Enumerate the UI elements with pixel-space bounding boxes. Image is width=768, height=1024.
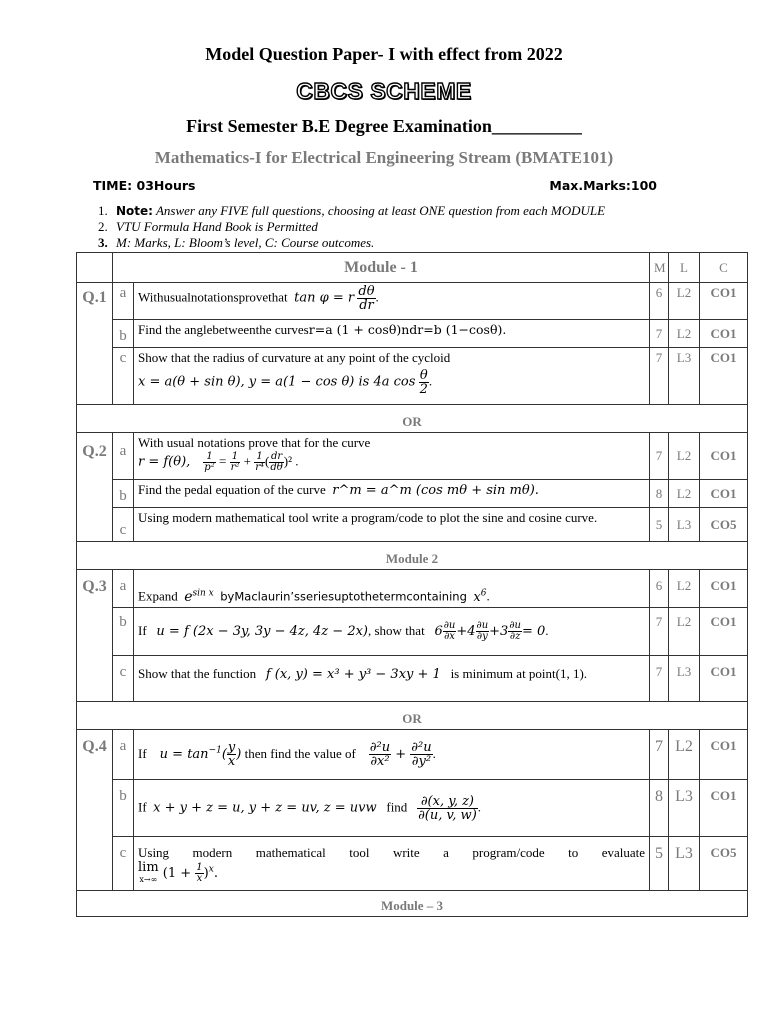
module-3-heading: Module – 3 (77, 891, 748, 917)
table-row (77, 656, 748, 702)
sub-label: b (113, 480, 134, 508)
question-number: Q.1 (77, 283, 113, 405)
course-outcome: CO5 (700, 837, 748, 891)
table-row (77, 405, 748, 433)
course-outcome: CO5 (700, 508, 748, 542)
blooms-level: L3 (669, 348, 700, 405)
blooms-level: L3 (669, 508, 700, 542)
marks: 5 (650, 837, 669, 891)
sub-label: b (113, 780, 134, 837)
question-text: If x + y + z = u, y + z = uv, z = uvw find $\frac{\partial(x, y, z)}{\partial(u, v, w)}$ . (134, 780, 650, 837)
sub-label: c (113, 508, 134, 542)
course-outcome: CO1 (700, 480, 748, 508)
note-1: 1. Note: Answer any FIVE full questions, choosing at least ONE question from each MODULE (98, 203, 606, 218)
marks: 8 (650, 480, 669, 508)
question-number: Q.2 (77, 433, 113, 542)
marks: 6 (650, 283, 669, 320)
subject-title: Mathematics-I for Electrical Engineering Stream (BMATE101) (154, 148, 614, 167)
col-header-l: L (669, 253, 700, 283)
question-text: If u = f (2x − 3y, 3y − 4z, 4z − 2x), show that 6 $\frac{\partial u}{\partial x}$ +4 $\frac{\partial u}{\partial y}$ +3 $\frac{\partial u}{\partial z}$ = 0. (134, 608, 650, 656)
blooms-level: L2 (669, 730, 700, 780)
sub-label: a (113, 730, 134, 780)
sub-label: a (113, 283, 134, 320)
questions-table (76, 252, 748, 917)
module-2-heading: Module 2 (77, 542, 748, 570)
table-row (77, 320, 748, 348)
sub-label: c (113, 837, 134, 891)
table-row (77, 570, 748, 608)
question-text: Show that the function f (x, y) = x³ + y³ − 3xy + 1 is minimum at point(1, 1). (134, 656, 650, 702)
question-number: Q.3 (77, 570, 113, 702)
blooms-level: L2 (669, 480, 700, 508)
note-3: 3. M: Marks, L: Bloom’s level, C: Course outcomes. (98, 235, 375, 250)
marks: 8 (650, 780, 669, 837)
question-text: Using modern mathematical tool write a program/code to evaluate lim x→∞ (1 + $\frac{1}{x}$ )$^x$. (134, 837, 650, 891)
marks: 7 (650, 320, 669, 348)
paper-title: Model Question Paper- I with effect from 2022 (205, 44, 563, 64)
sub-label: b (113, 320, 134, 348)
question-text: Expand $e^{sin x}$ byMaclaurin’sseriesuptothetermcontaining $x^6$. (134, 570, 650, 608)
marks: 7 (650, 433, 669, 480)
question-text: Show that the radius of curvature at any point of the cycloid x = a(θ + sin θ), y = a(1 − cos θ) is 4a cos $\frac{\theta}{2}$ . (134, 348, 650, 405)
exam-title: First Semester B.E Degree Examination__________ (186, 116, 582, 136)
table-row (77, 433, 748, 480)
table-row (77, 542, 748, 570)
sub-label: a (113, 570, 134, 608)
question-text: Withusualnotationsprovethat tan φ = r $\frac{d\theta}{dr}$ . (134, 283, 650, 320)
col-header-c: C (700, 253, 748, 283)
table-row (77, 283, 748, 320)
col-header-m: M (650, 253, 669, 283)
sub-label: b (113, 608, 134, 656)
table-row (77, 508, 748, 542)
table-row (77, 253, 748, 283)
blooms-level: L3 (669, 837, 700, 891)
module-1-heading: Module - 1 (113, 253, 650, 283)
table-row (77, 702, 748, 730)
course-outcome: CO1 (700, 348, 748, 405)
blooms-level: L2 (669, 283, 700, 320)
course-outcome: CO1 (700, 320, 748, 348)
time-label: TIME: 03Hours (93, 178, 196, 193)
sub-label: c (113, 656, 134, 702)
blooms-level: L2 (669, 570, 700, 608)
course-outcome: CO1 (700, 433, 748, 480)
or-separator: OR (77, 702, 748, 730)
marks: 5 (650, 508, 669, 542)
blooms-level: L3 (669, 780, 700, 837)
table-row (77, 480, 748, 508)
or-separator: OR (77, 405, 748, 433)
question-text: Find the pedal equation of the curve r^m = a^m (cos mθ + sin mθ). (134, 480, 650, 508)
question-text: Find the anglebetweenthe curvesr=a (1 + cosθ)ndr=b (1−cosθ). (134, 320, 650, 348)
table-row (77, 608, 748, 656)
table-row (77, 891, 748, 917)
marks: 7 (650, 348, 669, 405)
question-text: Using modern mathematical tool write a program/code to plot the sine and cosine curve. (134, 508, 650, 542)
note-2: 2. VTU Formula Hand Book is Permitted (98, 219, 318, 234)
table-row (77, 348, 748, 405)
marks: 6 (650, 570, 669, 608)
table-row (77, 837, 748, 891)
sub-label: a (113, 433, 134, 480)
course-outcome: CO1 (700, 570, 748, 608)
sub-label: c (113, 348, 134, 405)
blooms-level: L2 (669, 433, 700, 480)
question-text: With usual notations prove that for the curve r = f(θ), $\frac{1}{\text{p²}}$ = $\frac{1}{\text{r²}}$ + $\frac{1}{\text{r⁴}}$ ( $\frac{dr}{d\theta}$ )² . (134, 433, 650, 480)
blooms-level: L2 (669, 320, 700, 348)
table-row (77, 730, 748, 780)
course-outcome: CO1 (700, 608, 748, 656)
marks: 7 (650, 656, 669, 702)
blooms-level: L3 (669, 656, 700, 702)
question-text: If $u = \tan^{-1}$( $\frac{y}{x}$ ) then find the value of $\frac{\text{∂²u}}{\text{∂x²}}$ + $\frac{\text{∂²u}}{\text{∂y²}}$ . (134, 730, 650, 780)
scheme-banner: CBCS SCHEME (296, 78, 472, 104)
course-outcome: CO1 (700, 780, 748, 837)
course-outcome: CO1 (700, 730, 748, 780)
marks: 7 (650, 730, 669, 780)
max-marks-label: Max.Marks:100 (549, 178, 657, 193)
table-row (77, 780, 748, 837)
instructions (98, 203, 605, 251)
course-outcome: CO1 (700, 283, 748, 320)
blooms-level: L2 (669, 608, 700, 656)
marks: 7 (650, 608, 669, 656)
question-number: Q.4 (77, 730, 113, 891)
course-outcome: CO1 (700, 656, 748, 702)
